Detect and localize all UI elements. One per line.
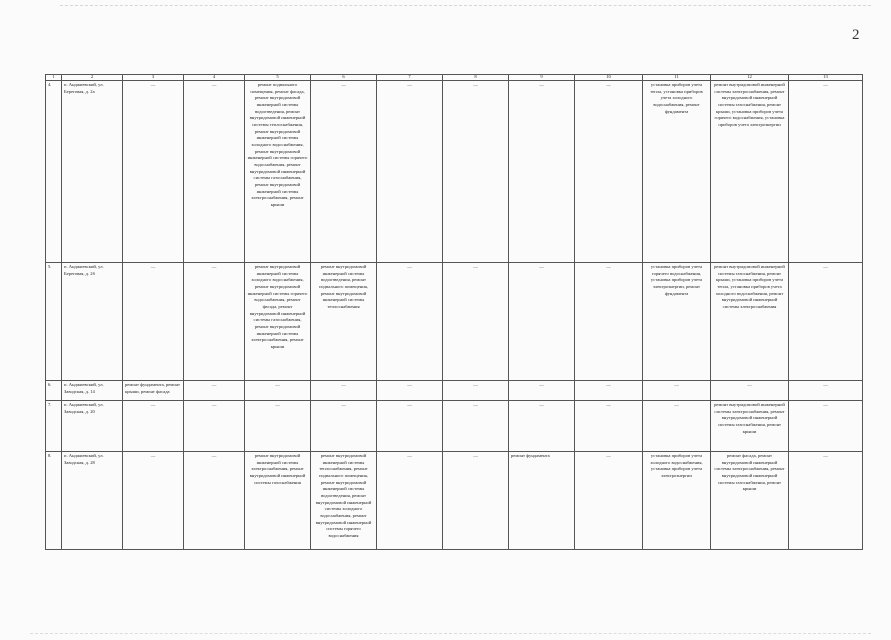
table-cell: —: [575, 263, 643, 381]
table-cell: —: [184, 381, 245, 401]
column-number: 10: [575, 75, 643, 81]
address-cell: п. Анджиевский, ул. Заводская, д. 20: [62, 401, 123, 452]
table-cell: —: [311, 381, 377, 401]
column-number: 7: [377, 75, 443, 81]
table-cell: —: [377, 452, 443, 550]
row-number: 8.: [46, 452, 62, 550]
column-number: 3: [123, 75, 184, 81]
table-cell: —: [245, 401, 311, 452]
table-cell: —: [184, 81, 245, 263]
column-number: 12: [711, 75, 789, 81]
table-cell: ремонт внутридомовой инженерной системы электроснабжения, ремонт внутридомовой инженерной системы газоснабжения: [245, 452, 311, 550]
table-cell: —: [789, 381, 863, 401]
table-cell: —: [377, 81, 443, 263]
column-number: 5: [245, 75, 311, 81]
table-cell: —: [377, 263, 443, 381]
table-cell: установка приборов учета горячего водоснабжения, установка приборов учета электроэнергии, ремонт фундамента: [643, 263, 711, 381]
table-cell: —: [123, 81, 184, 263]
table-cell: —: [789, 452, 863, 550]
table-cell: ремонт подвального помещения, ремонт фасада, ремонт внутридомовой инженерной системы водоотведения, ремонт внутридомовой инженерной системы теплоснабжения, ремонт внутридомовой инженерной системы холодного водоснабжения, ремонт внутридомовой инженерной системы горячего водоснабжения, ремонт внутридомовой инженерной системы газоснабжения, ремонт внутридомовой инженерной системы электроснабжения, ремонт крыши: [245, 81, 311, 263]
column-number: 8: [443, 75, 509, 81]
table-cell: ремонт внутридомовой инженерной системы водоотведения, ремонт подвального помещения, ремонт внутридомовой инженерной системы теплоснабжения: [311, 263, 377, 381]
table-cell: —: [123, 401, 184, 452]
table-cell: установка приборов учета холодного водоснабжения, установка приборов учета электроэнергии: [643, 452, 711, 550]
table-cell: ремонт внутридомовой инженерной системы холодного водоснабжения, ремонт внутридомовой инженерной системы горячего водоснабжения, ремонт фасада, ремонт внутридомовой инженерной системы газоснабжения, ремонт внутридомовой инженерной системы электроснабжения, ремонт крыши: [245, 263, 311, 381]
table-cell: —: [184, 263, 245, 381]
table-cell: —: [509, 381, 575, 401]
table-cell: ремонт внутридомовой инженерной системы электроснабжения, ремонт внутридомовой инженерной системы газоснабжения, ремонт крыши, установка приборов учета горячего водоснабжения, установка приборов учета электроэнергии: [711, 81, 789, 263]
table-cell: —: [509, 263, 575, 381]
table-cell: —: [711, 381, 789, 401]
scan-top-edge: [60, 5, 871, 6]
address-cell: п. Анджиевский, ул. Заводская, д. 28: [62, 452, 123, 550]
row-number: 6.: [46, 381, 62, 401]
table-row: [46, 381, 863, 401]
column-number: 6: [311, 75, 377, 81]
table-cell: —: [377, 381, 443, 401]
table-cell: —: [575, 401, 643, 452]
table-cell: —: [643, 401, 711, 452]
column-number: 13: [789, 75, 863, 81]
table-cell: —: [509, 81, 575, 263]
table-cell: —: [184, 452, 245, 550]
table-cell: ремонт внутридомовой инженерной системы электроснабжения, ремонт внутридомовой инженерной системы газоснабжения, ремонт крыши: [711, 401, 789, 452]
column-number: 1: [46, 75, 62, 81]
table-cell: —: [311, 401, 377, 452]
table-row: [46, 263, 863, 381]
table-cell: ремонт внутридомовой инженерной системы газоснабжения, ремонт крыши, установка приборов учета тепла, установка приборов учета холодного водоснабжения, ремонт внутридомовой инженерной системы электроснабжения: [711, 263, 789, 381]
table-cell: —: [443, 452, 509, 550]
table-cell: —: [184, 401, 245, 452]
table-row: [46, 81, 863, 263]
table-row: [46, 401, 863, 452]
address-cell: п. Анджиевский, ул. Заводская, д. 14: [62, 381, 123, 401]
row-number: 5.: [46, 263, 62, 381]
column-number: 9: [509, 75, 575, 81]
table-cell: —: [789, 401, 863, 452]
table-cell: ремонт внутридомовой инженерной системы теплоснабжения, ремонт подвального помещения, ремонт внутридомовой инженерной системы водоотведения, ремонт внутридомовой инженерной системы холодного водоснабжения, ремонт внутридомовой инженерной системы горячего водоснабжения: [311, 452, 377, 550]
address-cell: п. Анджиевский, ул. Береговая, д. 2б: [62, 263, 123, 381]
table-cell: —: [509, 401, 575, 452]
table-cell: —: [443, 263, 509, 381]
table-cell: —: [789, 81, 863, 263]
table-cell: ремонт фундамента: [509, 452, 575, 550]
address-cell: п. Анджиевский, ул. Береговая, д. 2а: [62, 81, 123, 263]
table-cell: —: [575, 381, 643, 401]
scan-bottom-edge: [30, 633, 871, 634]
table-cell: ремонт фундамента, ремонт крыши, ремонт фасада: [123, 381, 184, 401]
table-cell: —: [443, 81, 509, 263]
row-number: 7.: [46, 401, 62, 452]
table-cell: —: [245, 381, 311, 401]
table-cell: —: [643, 381, 711, 401]
column-number: 11: [643, 75, 711, 81]
table-cell: —: [123, 263, 184, 381]
repair-schedule-table: [45, 74, 863, 550]
table-cell: ремонт фасада, ремонт внутридомовой инженерной системы электроснабжения, ремонт внутридомовой инженерной системы газоснабжения, ремонт крыши: [711, 452, 789, 550]
table-cell: —: [575, 452, 643, 550]
table-cell: —: [443, 401, 509, 452]
table-cell: —: [377, 401, 443, 452]
table-cell: —: [443, 381, 509, 401]
row-number: 4.: [46, 81, 62, 263]
table-cell: установка приборов учета тепла, установка приборов учета холодного водоснабжения, ремонт фундамента: [643, 81, 711, 263]
table-cell: —: [311, 81, 377, 263]
table-cell: —: [123, 452, 184, 550]
table-row: [46, 452, 863, 550]
table-cell: —: [575, 81, 643, 263]
table-cell: —: [789, 263, 863, 381]
column-number: 2: [62, 75, 123, 81]
page-number: 2: [852, 27, 860, 43]
column-number: 4: [184, 75, 245, 81]
